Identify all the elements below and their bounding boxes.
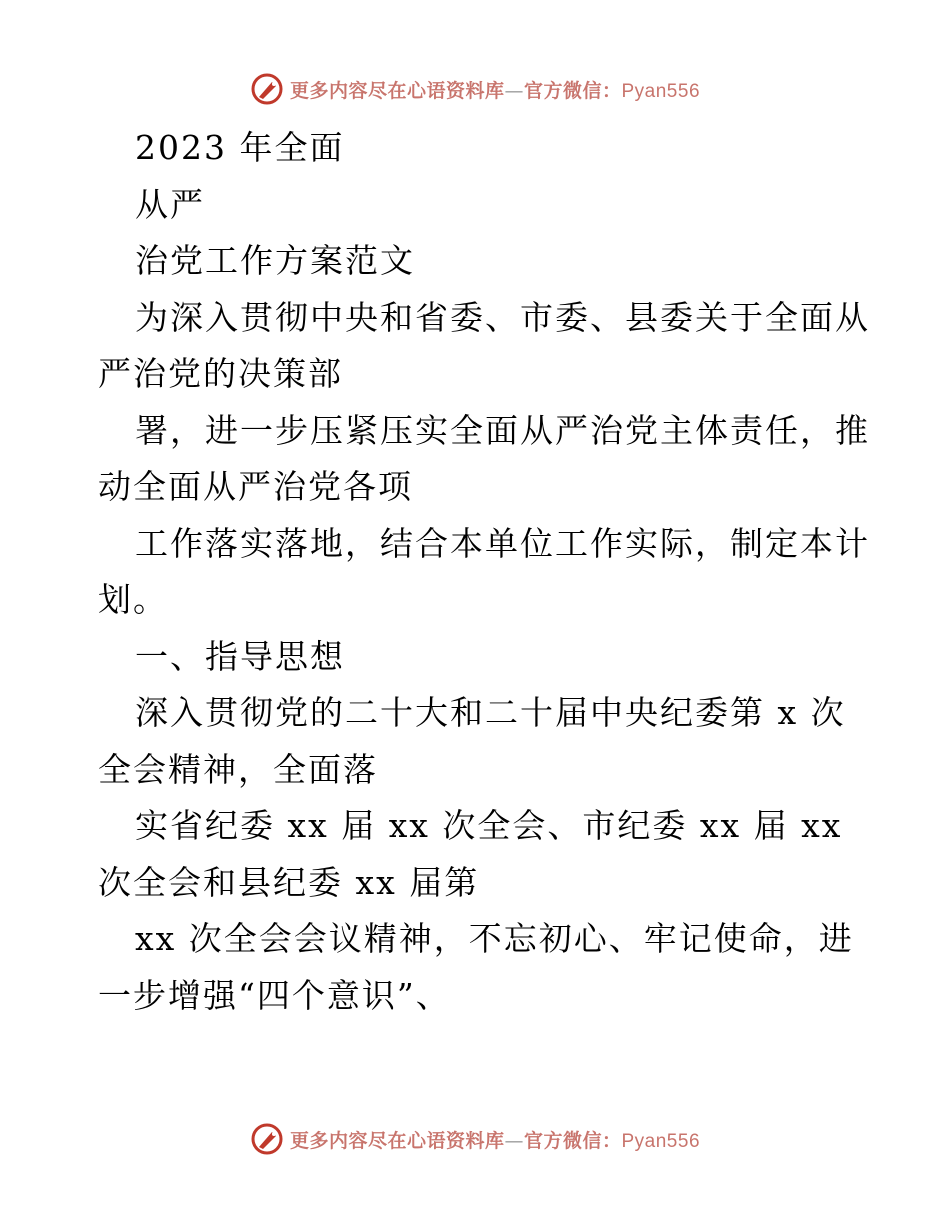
watermark-official: 官方微信：	[523, 79, 622, 102]
text-line: 2023 年全面	[135, 128, 345, 167]
text-line: 划。	[98, 580, 168, 619]
text-line: 从严	[135, 184, 205, 224]
text-line: 全会精神，全面落	[98, 749, 378, 789]
text-line: 动全面从严治党各项	[98, 467, 413, 506]
watermark-dash: —	[504, 79, 524, 102]
section-heading: 一、指导思想	[135, 636, 345, 676]
text-line: 署，进一步压紧压实全面从严治党主体责任，推	[135, 410, 870, 450]
text-line: 实省纪委 xx 届 xx 次全会、市纪委 xx 届 xx	[135, 806, 843, 845]
text-line: 治党工作方案范文	[135, 241, 415, 280]
watermark-text: 更多内容尽在心语资料库	[289, 1129, 505, 1152]
watermark-official: 官方微信：	[523, 1129, 622, 1152]
watermark-text: 更多内容尽在心语资料库	[289, 79, 505, 102]
text-line: 一步增强“四个意识”、	[98, 975, 451, 1015]
text-line: 深入贯彻党的二十大和二十届中央纪委第 x 次	[135, 693, 846, 732]
text-line: 为深入贯彻中央和省委、市委、县委关于全面从	[135, 297, 870, 337]
text-line: 严治党的决策部	[98, 354, 343, 393]
text-line: 工作落实落地，结合本单位工作实际，制定本计	[135, 523, 870, 563]
fountain-pen-logo-icon	[250, 1122, 284, 1156]
watermark-dash: —	[504, 1129, 524, 1152]
fountain-pen-logo-icon	[250, 72, 284, 106]
watermark-id: Pyan556	[621, 80, 701, 102]
text-line: xx 次全会会议精神，不忘初心、牢记使命，进	[135, 919, 854, 958]
document-body	[98, 120, 870, 1024]
footer-watermark	[0, 1122, 950, 1156]
text-line: 次全会和县纪委 xx 届第	[98, 862, 480, 902]
watermark-id: Pyan556	[621, 1130, 701, 1152]
header-watermark	[0, 72, 950, 106]
